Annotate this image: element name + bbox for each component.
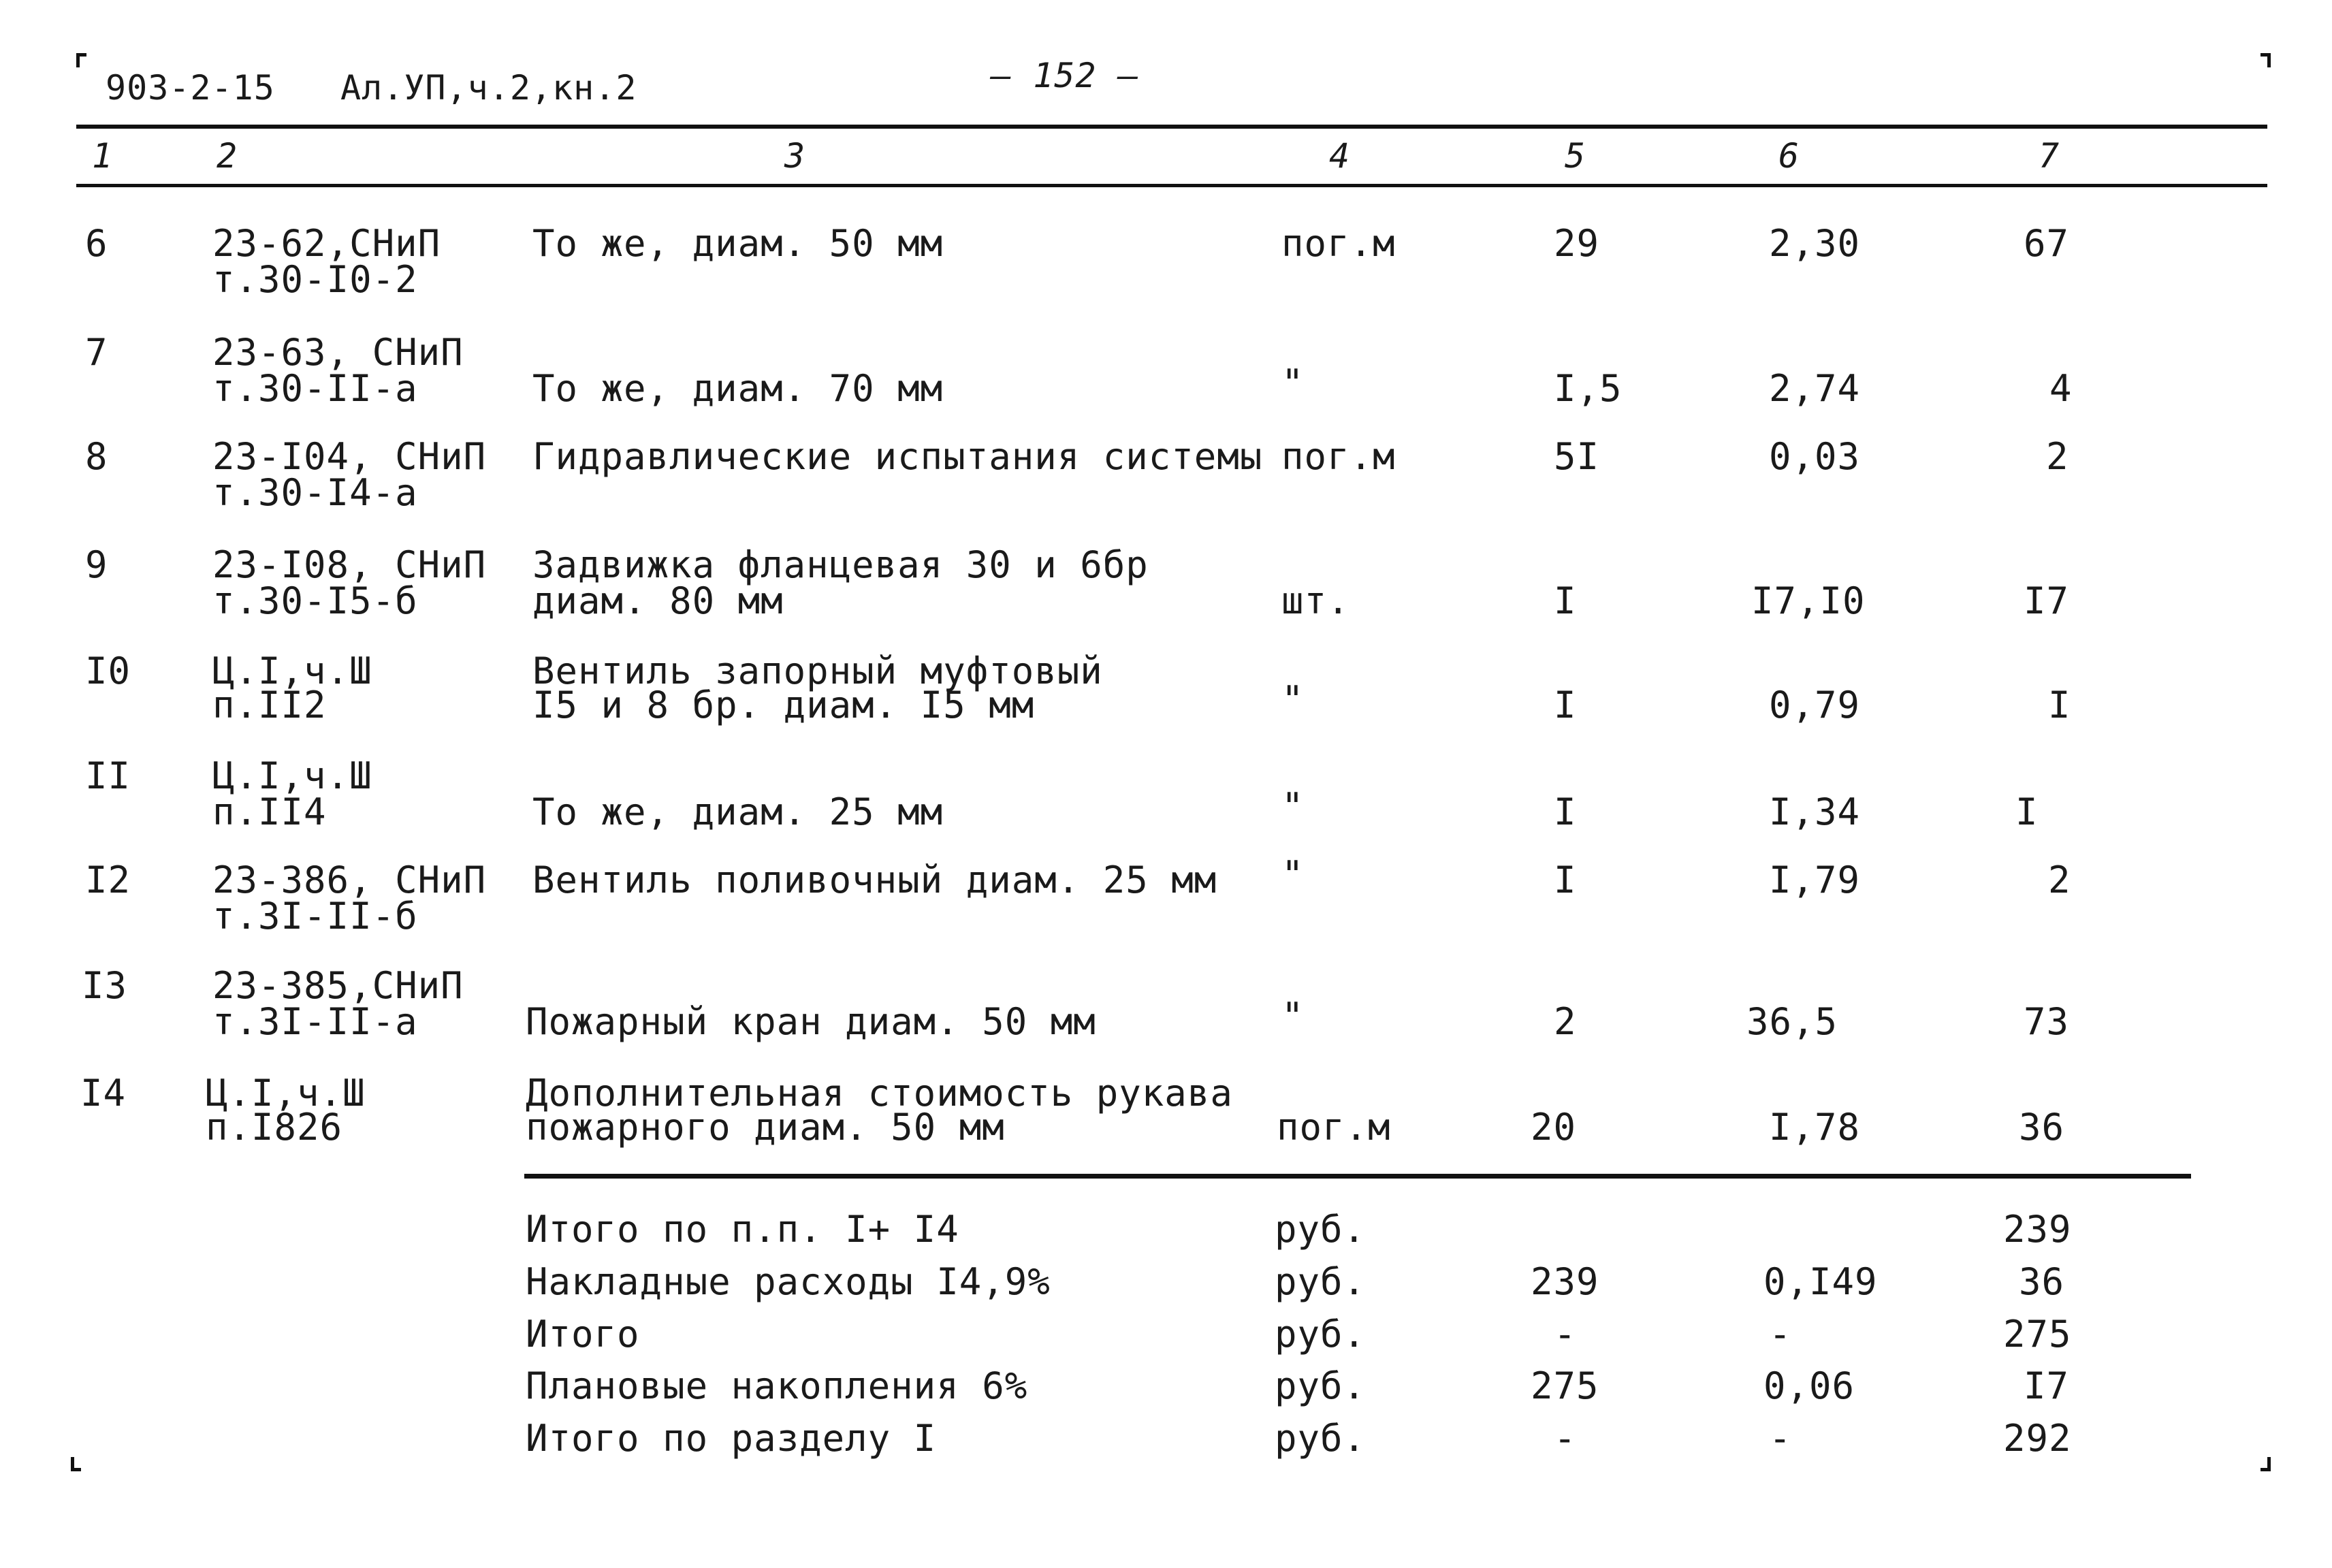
row-unit-price: 0,79 [1769, 684, 1861, 726]
row-total: I [2048, 684, 2071, 726]
row-description: То же, диам. 25 мм [532, 790, 944, 833]
row-code-line1: 23-386, СНиП [212, 859, 487, 901]
row-description: То же, диам. 50 мм [532, 222, 944, 265]
row-total: I [2015, 790, 2039, 833]
row-total: I7 [2024, 579, 2070, 622]
summary-total: 275 [2003, 1313, 2072, 1356]
row-code-line2: т.3I-II-а [212, 1000, 418, 1043]
corner-mark-top-right [2261, 53, 2271, 67]
row-unit-price: 36,5 [1746, 1000, 1838, 1043]
row-code-line2: т.30-I0-2 [212, 258, 418, 301]
row-number: 8 [85, 435, 108, 478]
row-code-line2: т.3I-II-б [212, 895, 418, 938]
row-number: I0 [85, 650, 131, 692]
summary-quantity: - [1554, 1417, 1577, 1460]
row-code-line1: 23-I08, СНиП [212, 543, 487, 586]
row-quantity: 5I [1554, 435, 1600, 478]
column-number-1: 1 [92, 136, 113, 176]
row-code-line2: т.30-II-а [212, 367, 418, 410]
summary-total: 36 [2019, 1260, 2065, 1303]
column-number-2: 2 [217, 136, 238, 176]
summary-label: Итого [526, 1313, 640, 1356]
column-number-7: 7 [2039, 136, 2060, 176]
row-number: 7 [85, 331, 108, 374]
row-number: I3 [82, 964, 128, 1007]
summary-unit: руб. [1275, 1417, 1367, 1460]
header-rule-top [76, 125, 2267, 129]
summary-label: Накладные расходы I4,9% [526, 1260, 1051, 1303]
summary-quantity: - [1554, 1313, 1577, 1356]
summary-label: Итого по разделу I [526, 1417, 937, 1460]
row-number: I4 [80, 1072, 127, 1115]
row-number: II [85, 754, 131, 797]
summary-unit-price: 0,06 [1763, 1364, 1855, 1407]
row-number: 6 [85, 222, 108, 265]
row-unit: " [1281, 995, 1305, 1038]
row-code-line1: 23-63, СНиП [212, 331, 464, 374]
row-quantity: 20 [1531, 1106, 1577, 1149]
summary-unit: руб. [1275, 1260, 1367, 1303]
row-description-line2: пожарного диам. 50 мм [526, 1106, 1005, 1149]
row-description: То же, диам. 70 мм [532, 367, 944, 410]
row-quantity: 29 [1554, 222, 1600, 265]
row-description-line1: Задвижка фланцевая 30 и 6бр [532, 543, 1149, 586]
corner-mark-bottom-right [2261, 1457, 2271, 1471]
row-unit-price: 2,74 [1769, 367, 1861, 410]
row-unit-price: 2,30 [1769, 222, 1861, 265]
row-description: Пожарный кран диам. 50 мм [526, 1000, 1096, 1043]
row-unit: " [1281, 785, 1305, 828]
row-quantity: I [1554, 684, 1577, 726]
row-code-line1: Ц.I,ч.Ш [206, 1072, 366, 1115]
summary-unit: руб. [1275, 1364, 1367, 1407]
row-code-line2: т.30-I4-а [212, 471, 418, 514]
row-unit: пог.м [1281, 435, 1396, 478]
summary-total: 239 [2003, 1208, 2072, 1251]
row-quantity: 2 [1554, 1000, 1577, 1043]
doc-code: 903-2-15 [106, 68, 275, 108]
row-unit: " [1281, 678, 1305, 721]
column-number-3: 3 [784, 136, 805, 176]
summary-label: Итого по п.п. I+ I4 [526, 1208, 959, 1251]
column-number-4: 4 [1329, 136, 1350, 176]
row-quantity: I [1554, 790, 1577, 833]
row-code-line2: п.II2 [212, 684, 327, 726]
page-number: — 152 — [991, 56, 1139, 95]
row-total: 73 [2024, 1000, 2070, 1043]
row-description-line2: диам. 80 мм [532, 579, 784, 622]
row-total: 2 [2046, 435, 2069, 478]
summary-unit: руб. [1275, 1208, 1367, 1251]
summary-total: 292 [2003, 1417, 2072, 1460]
row-description: Вентиль поливочный диам. 25 мм [532, 859, 1217, 901]
row-code-line1: Ц.I,ч.Ш [212, 650, 372, 692]
row-unit: " [1281, 853, 1305, 896]
row-description-line1: Вентиль запорный муфтовый [532, 650, 1103, 692]
row-number: 9 [85, 543, 108, 586]
row-quantity: I [1554, 579, 1577, 622]
row-code-line2: п.I826 [206, 1106, 343, 1149]
row-unit: пог.м [1281, 222, 1396, 265]
summary-total: I7 [2024, 1364, 2070, 1407]
row-code-line1: 23-62,СНиП [212, 222, 441, 265]
summary-unit: руб. [1275, 1313, 1367, 1356]
row-unit: пог.м [1277, 1106, 1391, 1149]
row-unit: " [1281, 362, 1305, 404]
row-description: Гидравлические испытания системы [532, 435, 1263, 478]
row-total: 4 [2049, 367, 2073, 410]
summary-quantity: 239 [1531, 1260, 1599, 1303]
summary-quantity: 275 [1531, 1364, 1599, 1407]
row-code-line1: 23-385,СНиП [212, 964, 464, 1007]
row-number: I2 [85, 859, 131, 901]
row-code-line2: т.30-I5-б [212, 579, 418, 622]
row-unit: шт. [1281, 579, 1350, 622]
corner-mark-top-left [76, 53, 86, 67]
column-number-5: 5 [1565, 136, 1586, 176]
row-quantity: I,5 [1554, 367, 1623, 410]
summary-unit-price: - [1769, 1417, 1792, 1460]
summary-unit-price: 0,I49 [1763, 1260, 1878, 1303]
row-description-line2: I5 и 8 бр. диам. I5 мм [532, 684, 1035, 726]
column-number-6: 6 [1778, 136, 1800, 176]
header-rule-bottom [76, 184, 2267, 187]
row-quantity: I [1554, 859, 1577, 901]
summary-unit-price: - [1769, 1313, 1792, 1356]
summary-divider [524, 1174, 2191, 1179]
row-total: 67 [2024, 222, 2070, 265]
row-total: 36 [2019, 1106, 2065, 1149]
album-reference: Ал.УП,ч.2,кн.2 [340, 68, 637, 108]
row-description-line1: Дополнительная стоимость рукава [526, 1072, 1233, 1115]
row-unit-price: I,78 [1769, 1106, 1861, 1149]
corner-mark-bottom-left [71, 1457, 81, 1471]
row-total: 2 [2048, 859, 2071, 901]
row-unit-price: I,79 [1769, 859, 1861, 901]
row-code-line2: п.II4 [212, 790, 327, 833]
summary-label: Плановые накопления 6% [526, 1364, 1028, 1407]
row-unit-price: I,34 [1769, 790, 1861, 833]
row-code-line1: Ц.I,ч.Ш [212, 754, 372, 797]
row-unit-price: 0,03 [1769, 435, 1861, 478]
row-code-line1: 23-I04, СНиП [212, 435, 487, 478]
row-unit-price: I7,I0 [1751, 579, 1866, 622]
